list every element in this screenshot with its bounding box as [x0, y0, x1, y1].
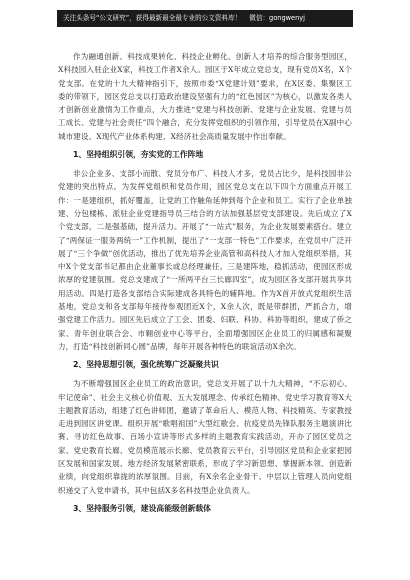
section-1-paragraph: 非公企业多、支部小而散、党员分布广、科技人才多，党员占比少，是科技园非公党建的突出特点。为发挥党组织和党员作用，园区党总支在以下四个方面重点开展工作：一是建组织，抓好覆盖，让党的工作触角延伸到每个企业和员工。实行了企业单独建、分包楼栋、派驻企业党建指导员三结合的方法加强基层党支部建设。先后成立了X个党支部，二是强基础，提升活力。开展了“一站式”服务，为企业发展要素搭台。建立了“两保证一服务两统一”工作机制，提出了“一支部一特色”工作要求，在党员中广泛开展了“三个争做”创优活动，推出了优先培养企业高管和高科技人才加入党组织举措，其中X个党支部书记都由企业董事长或总经理兼任。三是建阵地，稳抓活动，使园区形成浓厚的党建氛围。党总支建成了“一所两平台三长廊四室”，成为园区各支部开展共享共用活动。四是打造各支部结合实际建成各具特色的辅阵地。作为X首开放式党组织生活基地，党总支和各支部每年接待参观团近X个，X余人次，既是带群团，严抓合力，增强党建工作活力。园区先后成立了工会、团委、妇联、科协、科协等组织，建成了侨之家、青年创业联合会、市翱创业中心等平台，全面增强园区企业员工的归属感和凝聚力，打造“科技创新同心圆”品牌，每年开展各种特色的联谊活动X余次。: [58, 169, 352, 351]
intro-paragraph: 作为融通创新、科技成果转化、科技企业孵化、创新人才培养的综合服务型园区，X科技园入驻企业X家，科技工作者X余人。园区于X年成立党总支，现有党员X名，X个党支部。在党的十九大精神指引下，按照市委“X党建计划”要求，在X区委、集聚区工委的带领下，园区党总支以打造政治建设坚强有力的“红色园区”为核心，以激发各类人才创新创业激情为工作重点，大力推进“党建与科技创新、党建与企业发展、党建与员工成长、党建与社会责任”四个融合，充分发挥党组织的引领作用，引导党员在X副中心城市建设、X现代产业体系构建、X经济社会高质量发展中作出奉献。: [58, 52, 352, 141]
document-body: [58, 50, 352, 521]
header-banner: [57, 10, 353, 27]
section-heading-1: 1、坚持组织引领，夯实党的工作阵地: [73, 150, 204, 160]
banner-contact-text: 微信：gongwenyj: [249, 14, 306, 22]
section-heading-3: 3、坚持服务引领，建设高能级创新载体: [73, 503, 211, 513]
section-2-paragraph: 为不断增强园区企业员工的政治意识，党总支开展了以十九大精神，“不忘初心、牢记使命”、社会主义核心价值观、五大发展理念、传承红色精神、党史学习教育等X大主题教育活动，组建了红色讲师团，邀请了革命后人、模范人物、科技精英、专家教授走进到园区讲党课。组织开展“歌唱祖国”大型红歌会、抗疫党员先锋队服务主题演讲比赛、寻访红色故事、百场小宣讲等形式多样的主题教育实践活动，开办了园区党员之家、党史教育长廊、党员模范展示长廊、党员教育云平台，引导园区党员和企业家把园区发展和国家发展、地方经济发展紧密联系，形成了学习新思想、掌握新本领、创造新业绩，向党组织靠拢的浓厚氛围。目前，有X余名企业骨干、中层以上管理人员向党组织递交了入党申请书，其中包括X多名科技型企业负责人。: [58, 379, 352, 495]
section-heading-2: 2、坚持思想引领，强化统筹广泛凝聚共识: [73, 360, 219, 370]
banner-promo-text: 关注头条号“公文研究”，获得最新最全最专业的公文资料库！: [63, 14, 242, 22]
